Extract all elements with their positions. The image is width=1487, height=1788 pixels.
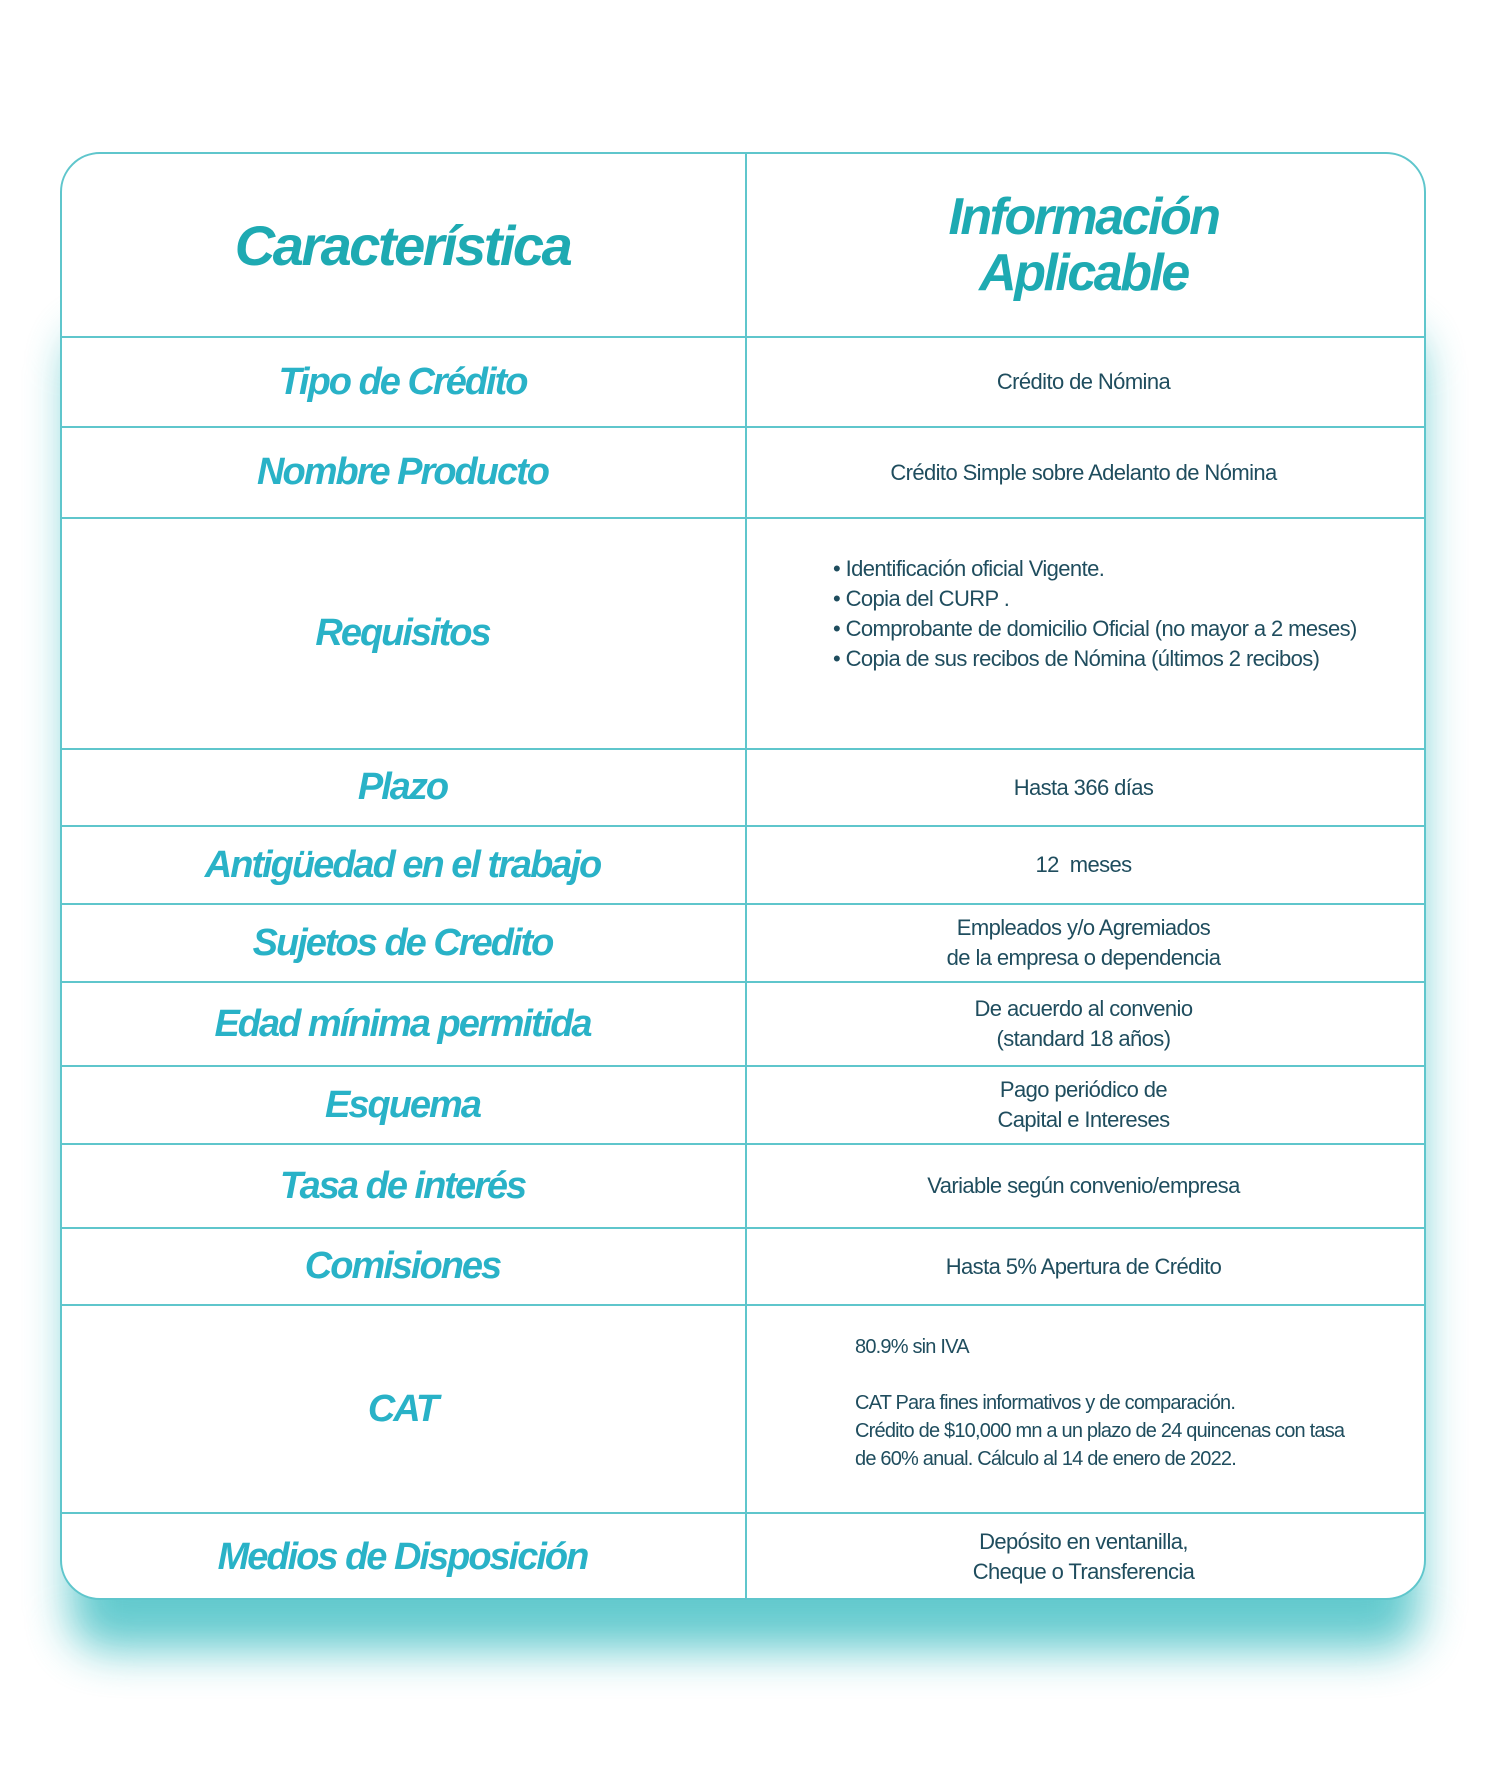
cat-details: [773, 1333, 1394, 1473]
requisitos-list: [773, 554, 1394, 674]
header-caracteristica: Característica: [234, 213, 571, 277]
row-label-edad: Edad mínima permitida: [214, 1002, 591, 1045]
row-value-nombre: Crédito Simple sobre Adelanto de Nómina: [890, 459, 1277, 485]
edad-line1: De acuerdo al convenio: [974, 996, 1193, 1022]
row-value-esquema: [743, 1067, 1424, 1143]
row-label-cat: CAT: [367, 1387, 438, 1430]
row-label-requisitos: Requisitos: [315, 612, 490, 654]
table-row: [62, 903, 1424, 981]
list-item: • Copia de sus recibos de Nómina (últimos 2 recibos): [833, 645, 1320, 671]
table-row: [62, 1065, 1424, 1143]
list-item: • Comprobante de domicilio Oficial (no mayor a 2 meses): [833, 615, 1357, 641]
row-label-esquema: Esquema: [325, 1083, 480, 1126]
header-informacion-line2: Aplicable: [979, 244, 1188, 302]
table-row: [62, 517, 1424, 748]
table-row: [62, 1143, 1424, 1227]
row-value-requisitos: [743, 519, 1424, 748]
row-label-sujetos: Sujetos de Credito: [252, 921, 553, 964]
row-value-edad: [743, 983, 1424, 1065]
row-value-comisiones: Hasta 5% Apertura de Crédito: [945, 1253, 1222, 1279]
medios-line2: Cheque o Transferencia: [972, 1559, 1195, 1584]
table-row: [62, 748, 1424, 825]
row-value-tasa: Variable según convenio/empresa: [927, 1173, 1240, 1199]
row-value-cat: [743, 1306, 1424, 1512]
row-label-tasa: Tasa de interés: [279, 1164, 526, 1207]
row-label-plazo: Plazo: [357, 766, 448, 808]
row-value-plazo: Hasta 366 días: [1013, 774, 1154, 800]
cat-line4: de 60% anual. Cálculo al 14 de enero de 2022.: [855, 1448, 1236, 1470]
table-row: [62, 981, 1424, 1065]
table-row: [62, 1304, 1424, 1512]
list-item: • Identificación oficial Vigente.: [833, 555, 1105, 581]
table-row: [62, 825, 1424, 903]
table-row: [62, 336, 1424, 426]
row-value-sujetos: [743, 905, 1424, 981]
sujetos-line2: de la empresa o dependencia: [946, 945, 1221, 970]
esquema-line1: Pago periódico de: [999, 1077, 1168, 1103]
table-row: [62, 1512, 1424, 1600]
row-label-antiguedad: Antigüedad en el trabajo: [204, 843, 601, 886]
row-label-tipo: Tipo de Crédito: [278, 360, 527, 403]
list-item: • Copia del CURP .: [833, 585, 1010, 611]
sujetos-line1: Empleados y/o Agremiados: [956, 915, 1211, 941]
header-informacion: [743, 154, 1424, 336]
row-label-nombre: Nombre Producto: [257, 451, 548, 493]
cat-line1: 80.9% sin IVA: [855, 1336, 969, 1358]
table-row: [62, 426, 1424, 517]
row-value-tipo: Crédito de Nómina: [996, 369, 1171, 395]
medios-line1: Depósito en ventanilla,: [979, 1529, 1188, 1555]
header-informacion-line1: Información: [948, 187, 1219, 246]
row-value-medios: [743, 1514, 1424, 1600]
edad-line2: (standard 18 años): [996, 1026, 1171, 1051]
table-header: [62, 154, 1424, 336]
row-value-antiguedad: 12 meses: [1035, 852, 1132, 878]
cat-line2: CAT Para fines informativos y de comparación.: [855, 1392, 1236, 1414]
row-label-comisiones: Comisiones: [304, 1245, 501, 1287]
cat-line3: Crédito de $10,000 mn a un plazo de 24 quincenas con tasa: [855, 1420, 1345, 1442]
table-row: [62, 1227, 1424, 1304]
row-label-medios: Medios de Disposición: [217, 1535, 588, 1578]
credit-info-table: [60, 152, 1426, 1600]
esquema-line2: Capital e Intereses: [997, 1107, 1170, 1132]
